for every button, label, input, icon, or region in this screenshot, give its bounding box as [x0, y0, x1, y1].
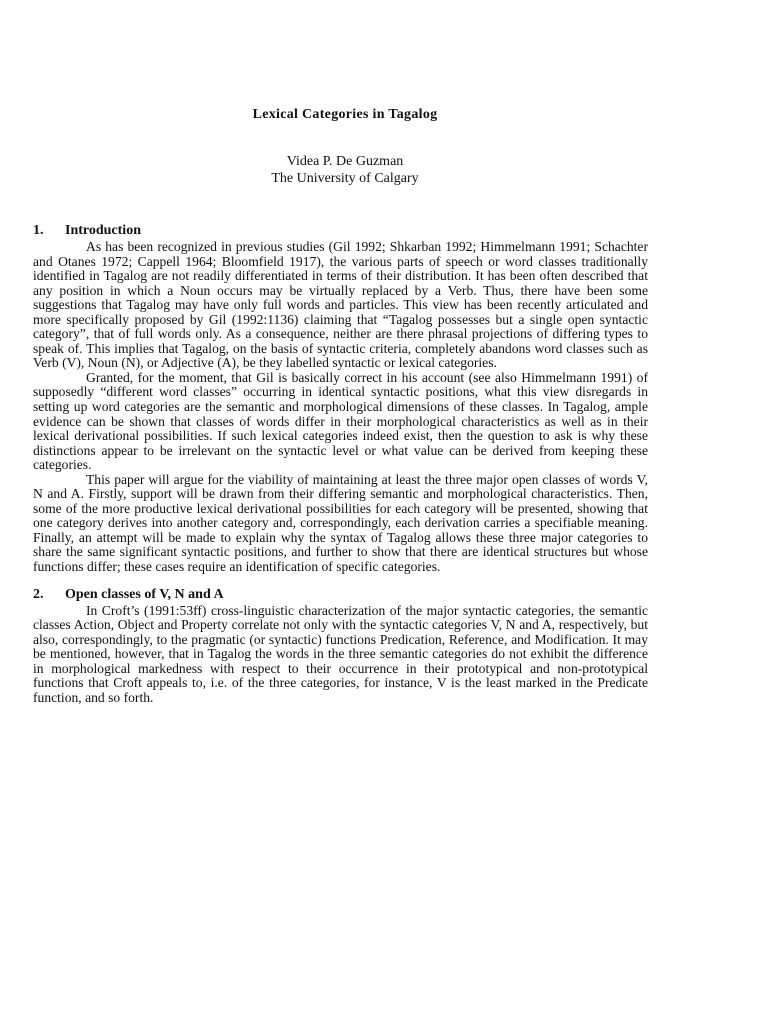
paper-body	[33, 222, 648, 705]
paper-title: Lexical Categories in Tagalog	[252, 107, 438, 122]
author-block	[0, 153, 690, 187]
section-open-classes	[33, 586, 648, 706]
section-number: 2.	[33, 586, 44, 602]
paragraph: Granted, for the moment, that Gil is basically correct in his account (see also Himmelmann 1991) of supposedly “different word classes” occurring in identical syntactic positions, what this view disregards in setting up word categories are the semantic and morphological dimensions of these classes. In Tagalog, ample evidence can be shown that classes of words differ in their morphological characteristics as well as in their lexical derivational possibilities. If such lexical categories indeed exist, then the question to ask is why these distinctions appear to be irrelevant on the syntactic level or what value can be derived from keeping these categories.	[33, 369, 648, 473]
section-introduction	[33, 222, 648, 575]
author-name: Videa P. De Guzman	[286, 154, 404, 169]
author-affiliation: The University of Calgary	[271, 171, 419, 186]
section-heading	[33, 222, 648, 239]
section-heading	[33, 586, 648, 603]
section-title: Introduction	[65, 223, 141, 238]
paragraph: This paper will argue for the viability of maintaining at least the three major open classes of words V, N and A. Firstly, support will be drawn from their differing semantic and morphological characteristics. Then, some of the more productive lexical derivational possibilities for each category will be presented, showing that one category derives into another category and, correspondingly, each derivation carries a specifiable meaning. Finally, an attempt will be made to explain why the syntax of Tagalog allows these three major categories to share the same significant syntactic positions, and further to show that there are identical structures but whose functions differ; these cases require an identification of specific categories.	[33, 471, 648, 575]
section-spacer	[33, 575, 648, 586]
paragraph: As has been recognized in previous studies (Gil 1992; Shkarban 1992; Himmelmann 1991; Schachter and Otanes 1972; Cappell 1964; Bloomfield 1917), the various parts of speech or word classes traditionally identified in Tagalog are not readily differentiated in terms of their distribution. It has been often described that any position in which a Noun occurs may be virtually replaced by a Verb. Thus, there have been some suggestions that Tagalog may have only full words and particles. This view has been recently articulated and more specifically proposed by Gil (1992:1136) claiming that “Tagalog possesses but a single open syntactic category”, that of full words only. As a consequence, neither are there phrasal projections of differing types to speak of. This implies that Tagalog, on the basis of syntactic criteria, completely abandons word classes such as Verb (V), Noun (N), or Adjective (A), be they labelled syntactic or lexical categories.	[33, 239, 648, 371]
paragraph: In Croft’s (1991:53ff) cross-linguistic characterization of the major syntactic categories, the semantic classes Action, Object and Property correlate not only with the syntactic categories V, N and A, respectively, but also, correspondingly, to the pragmatic (or syntactic) functions Predication, Reference, and Modification. It may be mentioned, however, that in Tagalog the words in the three semantic categories do not exhibit the difference in morphological markedness with respect to their occurrence in their prototypical and non-prototypical functions that Croft appeals to, i.e. of the three categories, for instance, V is the least marked in the Predicate function, and so forth.	[33, 602, 648, 705]
section-title: Open classes of V, N and A	[65, 586, 224, 602]
section-number: 1.	[33, 223, 44, 238]
